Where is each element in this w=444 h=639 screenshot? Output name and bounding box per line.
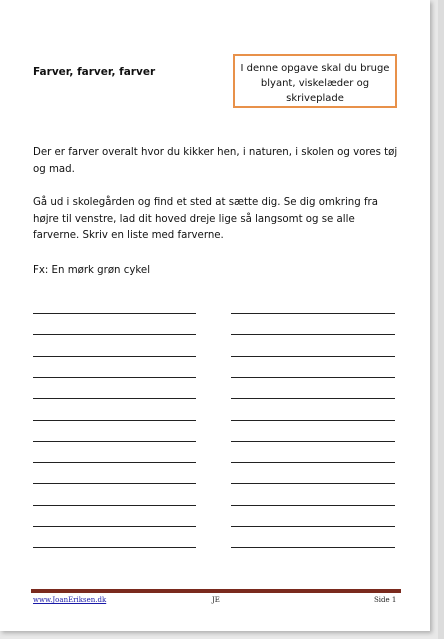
answer-line-left[interactable] bbox=[33, 356, 196, 357]
instruction-paragraph: Gå ud i skolegården og find et sted at sætte dig. Se dig omkring fra højre til venstre, lad dit hoved dreje lige så langsomt og se alle farverne. Skriv en liste med farverne. bbox=[33, 197, 378, 241]
answer-line-right[interactable] bbox=[231, 356, 395, 357]
answer-line-right[interactable] bbox=[231, 398, 395, 399]
footer-page-number: Side 1 bbox=[374, 596, 397, 604]
worksheet-title: Farver, farver, farver bbox=[33, 66, 156, 78]
scrollbar-track[interactable] bbox=[438, 0, 444, 639]
answer-line-right[interactable] bbox=[231, 462, 395, 463]
answer-line-left[interactable] bbox=[33, 313, 196, 314]
materials-box: I denne opgave skal du bruge blyant, viskelæder og skriveplade bbox=[233, 54, 397, 108]
answer-line-right[interactable] bbox=[231, 377, 395, 378]
answer-line-left[interactable] bbox=[33, 334, 196, 335]
answer-line-left[interactable] bbox=[33, 441, 196, 442]
answer-line-right[interactable] bbox=[231, 420, 395, 421]
answer-line-left[interactable] bbox=[33, 547, 196, 548]
answer-line-left[interactable] bbox=[33, 377, 196, 378]
footer-initials: JE bbox=[212, 596, 220, 604]
answer-line-left[interactable] bbox=[33, 462, 196, 463]
answer-line-right[interactable] bbox=[231, 313, 395, 314]
footer-divider bbox=[31, 589, 401, 593]
answer-line-left[interactable] bbox=[33, 398, 196, 399]
answer-line-right[interactable] bbox=[231, 483, 395, 484]
answer-line-left[interactable] bbox=[33, 526, 196, 527]
example-text: Fx: En mørk grøn cykel bbox=[33, 265, 151, 276]
answer-line-left[interactable] bbox=[33, 483, 196, 484]
answer-line-right[interactable] bbox=[231, 334, 395, 335]
intro-paragraph: Der er farver overalt hvor du kikker hen, i naturen, i skolen og vores tøj og mad. bbox=[33, 147, 398, 175]
footer-link[interactable]: www.JoanEriksen.dk bbox=[33, 596, 107, 604]
answer-line-left[interactable] bbox=[33, 420, 196, 421]
answer-line-right[interactable] bbox=[231, 547, 395, 548]
answer-line-right[interactable] bbox=[231, 505, 395, 506]
answer-line-right[interactable] bbox=[231, 441, 395, 442]
answer-line-right[interactable] bbox=[231, 526, 395, 527]
answer-line-left[interactable] bbox=[33, 505, 196, 506]
